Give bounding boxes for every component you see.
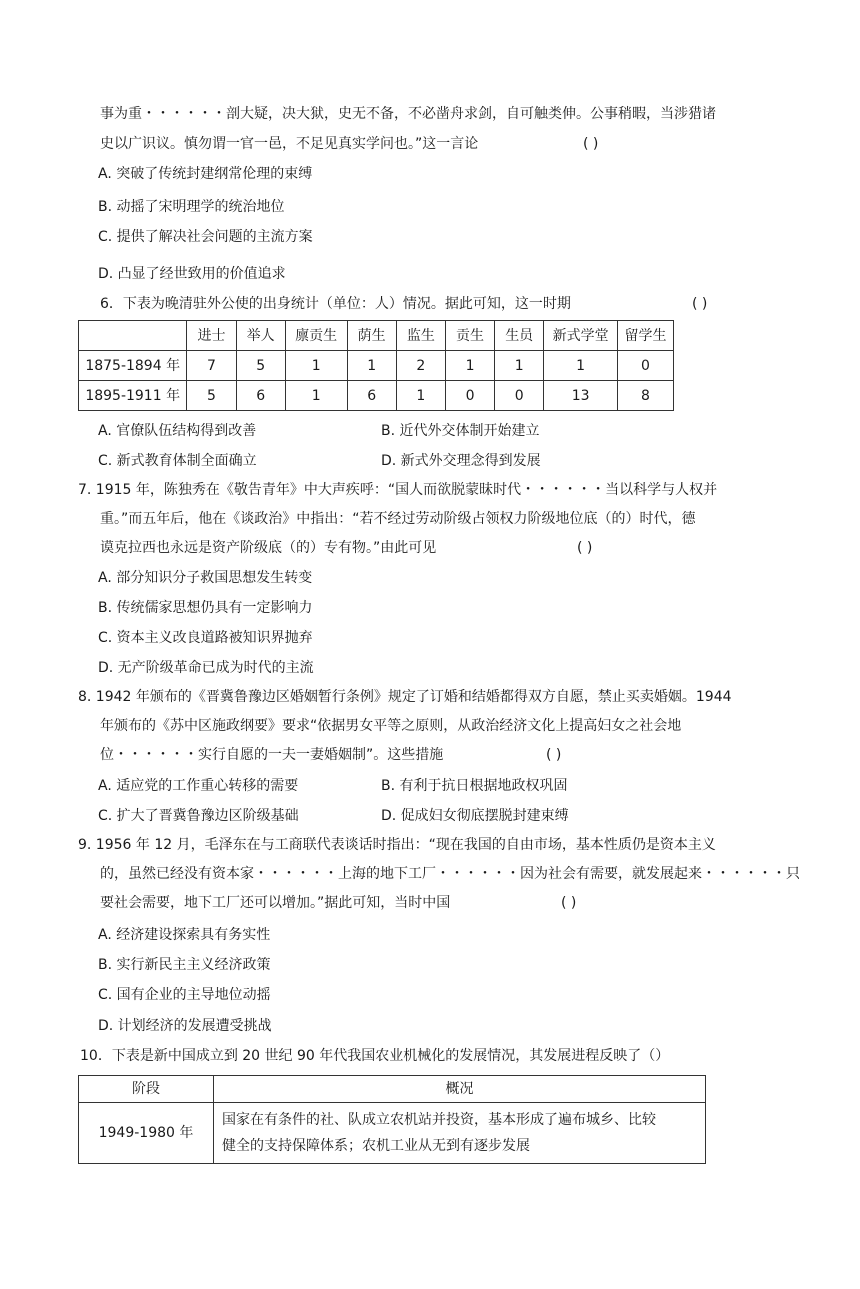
table-cell: 1895-1911 年 xyxy=(79,381,187,411)
q9-stem-line-3: 要社会需要，地下工厂还可以增加。”据此可知，当时中国 xyxy=(100,895,451,911)
q8-answer-paren: ( ) xyxy=(546,747,562,763)
table-cell: 7 xyxy=(187,351,236,381)
q8-option-a: A. 适应党的工作重心转移的需要 xyxy=(98,778,299,794)
table-row xyxy=(79,351,674,381)
q10-table-header-row xyxy=(79,1076,706,1103)
q6-option-b: B. 近代外交体制开始建立 xyxy=(381,423,540,439)
q5-option-a: A. 突破了传统封建纲常伦理的束缚 xyxy=(98,166,313,182)
q10-cell-overview xyxy=(214,1103,706,1164)
table-cell: 1 xyxy=(285,351,347,381)
q8-option-b: B. 有利于抗日根据地政权巩固 xyxy=(381,778,568,794)
q6-header-jinshi: 进士 xyxy=(187,321,236,351)
table-cell: 6 xyxy=(347,381,396,411)
q9-stem-line-1: 9. 1956 年 12 月，毛泽东在与工商联代表谈话时指出：“现在我国的自由市场，基本性质仍是资本主义 xyxy=(78,837,716,853)
q6-header-liuxuesheng: 留学生 xyxy=(617,321,673,351)
q10-overview-line-1: 国家在有条件的社、队成立农机站并投资，基本形成了遍布城乡、比较 xyxy=(222,1112,656,1128)
q10-cell-period: 1949-1980 年 xyxy=(79,1103,214,1164)
table-cell: 1875-1894 年 xyxy=(79,351,187,381)
table-cell: 13 xyxy=(544,381,618,411)
q6-header-lingongsheng: 廪贡生 xyxy=(285,321,347,351)
q7-stem-line-2: 重。”而五年后，他在《谈政治》中指出：“若不经过劳动阶级占领权力阶级地位底（的）时代，德 xyxy=(100,511,696,527)
q6-header-gongsheng: 贡生 xyxy=(445,321,494,351)
q7-option-b: B. 传统儒家思想仍具有一定影响力 xyxy=(98,600,313,616)
q6-header-shengyuan: 生员 xyxy=(495,321,544,351)
q9-option-d: D. 计划经济的发展遭受挑战 xyxy=(98,1018,272,1034)
q8-stem-line-2: 年颁布的《苏中区施政纲要》要求“依据男女平等之原则，从政治经济文化上提高妇女之社会地 xyxy=(100,718,682,734)
q10-table xyxy=(78,1075,706,1164)
q6-option-c: C. 新式教育体制全面确立 xyxy=(98,453,257,469)
q6-table-header-row xyxy=(79,321,674,351)
q10-stem: 10．下表是新中国成立到 20 世纪 90 年代我国农业机械化的发展情况，其发展进程反映了（） xyxy=(80,1048,670,1064)
q9-option-a: A. 经济建设探索具有务实性 xyxy=(98,927,271,943)
q7-answer-paren: ( ) xyxy=(577,540,593,556)
table-cell: 1 xyxy=(445,351,494,381)
q6-option-d: D. 新式外交理念得到发展 xyxy=(381,453,541,469)
table-row xyxy=(79,381,674,411)
q5-answer-paren: ( ) xyxy=(583,136,599,152)
q8-stem-line-1: 8. 1942 年颁布的《晋冀鲁豫边区婚姻暂行条例》规定了订婚和结婚都得双方自愿，禁止买卖婚姻。1944 xyxy=(78,689,732,705)
table-cell: 1 xyxy=(285,381,347,411)
table-cell: 2 xyxy=(396,351,445,381)
q5-stem-line-1: 事为重・・・・・・剖大疑，决大狱，史无不备，不必凿舟求剑，自可触类伸。公事稍暇，当涉猎诸 xyxy=(100,106,716,122)
q8-stem-line-3: 位・・・・・・实行自愿的一夫一妻婚姻制”。这些措施 xyxy=(100,747,444,763)
q6-answer-paren: ( ) xyxy=(692,296,708,312)
table-cell: 1 xyxy=(495,351,544,381)
q9-option-b: B. 实行新民主主义经济政策 xyxy=(98,957,271,973)
table-cell: 1 xyxy=(396,381,445,411)
q5-option-b: B. 动摇了宋明理学的统治地位 xyxy=(98,199,285,215)
table-cell: 5 xyxy=(187,381,236,411)
q9-answer-paren: ( ) xyxy=(561,895,577,911)
q8-option-d: D. 促成妇女彻底摆脱封建束缚 xyxy=(381,808,569,824)
q6-header-empty xyxy=(79,321,187,351)
q7-option-a: A. 部分知识分子救国思想发生转变 xyxy=(98,570,313,586)
table-cell: 5 xyxy=(236,351,285,381)
q7-stem-line-3: 谟克拉西也永远是资产阶级底（的）专有物。”由此可见 xyxy=(100,540,437,556)
q5-stem-line-2: 史以广识议。慎勿谓一官一邑，不足见真实学问也。”这一言论 xyxy=(100,136,479,152)
table-cell: 1 xyxy=(544,351,618,381)
q10-header-period: 阶段 xyxy=(79,1076,214,1103)
q7-option-d: D. 无产阶级革命已成为时代的主流 xyxy=(98,660,314,676)
q6-header-yinsheng: 荫生 xyxy=(347,321,396,351)
q5-option-c: C. 提供了解决社会问题的主流方案 xyxy=(98,229,313,245)
table-row xyxy=(79,1103,706,1164)
q6-option-a: A. 官僚队伍结构得到改善 xyxy=(98,423,257,439)
q9-stem-line-2: 的，虽然已经没有资本家・・・・・・上海的地下工厂・・・・・・因为社会有需要，就发展起来・・・・・・只 xyxy=(100,866,800,882)
table-cell: 8 xyxy=(617,381,673,411)
q6-header-juren: 举人 xyxy=(236,321,285,351)
q6-stem: 6．下表为晚清驻外公使的出身统计（单位：人）情况。据此可知，这一时期 xyxy=(100,296,571,312)
q5-option-d: D. 凸显了经世致用的价值追求 xyxy=(98,266,286,282)
q10-header-overview: 概况 xyxy=(214,1076,706,1103)
q6-header-xinshixuetang: 新式学堂 xyxy=(544,321,618,351)
table-cell: 1 xyxy=(347,351,396,381)
q7-stem-line-1: 7. 1915 年，陈独秀在《敬告青年》中大声疾呼：“国人而欲脱蒙昧时代・・・・・・当以科学与人权并 xyxy=(78,482,718,498)
table-cell: 0 xyxy=(445,381,494,411)
q6-table xyxy=(78,320,674,411)
table-cell: 6 xyxy=(236,381,285,411)
q7-option-c: C. 资本主义改良道路被知识界抛弃 xyxy=(98,630,313,646)
q10-overview-line-2: 健全的支持保障体系；农机工业从无到有逐步发展 xyxy=(222,1138,530,1154)
q6-header-jiansheng: 监生 xyxy=(396,321,445,351)
q9-option-c: C. 国有企业的主导地位动摇 xyxy=(98,987,271,1003)
table-cell: 0 xyxy=(617,351,673,381)
table-cell: 0 xyxy=(495,381,544,411)
q8-option-c: C. 扩大了晋冀鲁豫边区阶级基础 xyxy=(98,808,299,824)
